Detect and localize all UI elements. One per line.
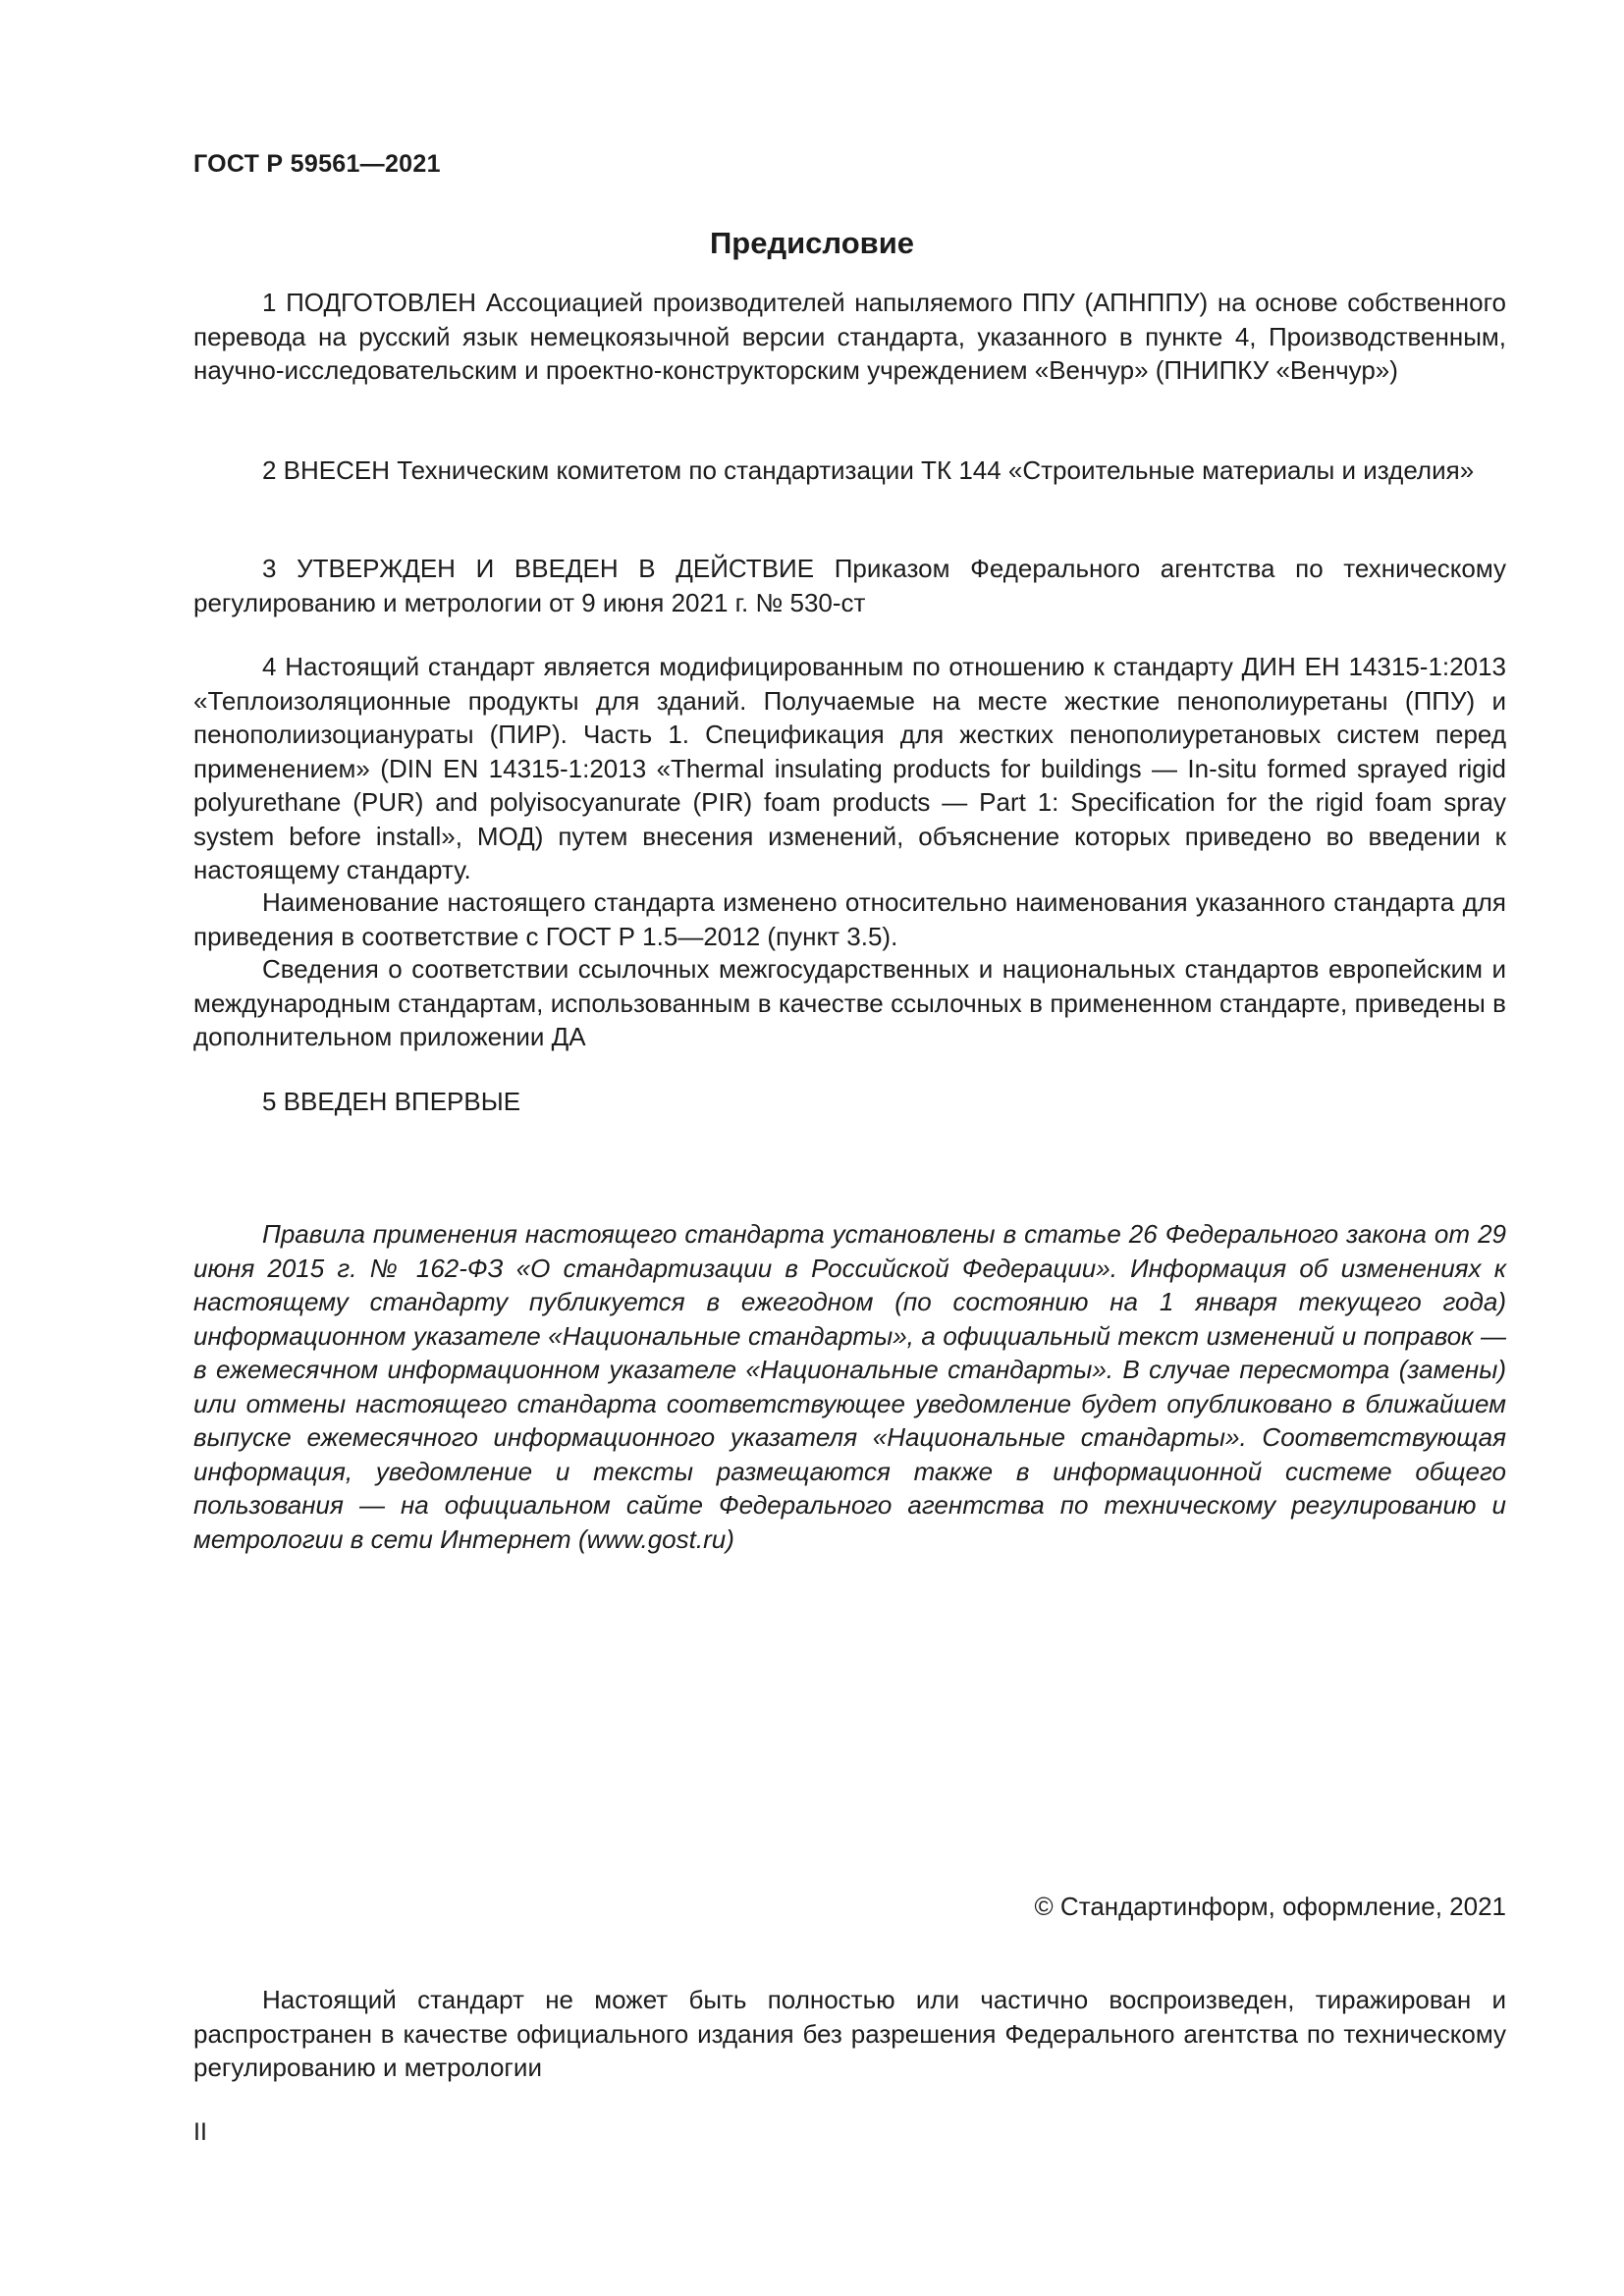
foreword-item-3: 3 УТВЕРЖДЕН И ВВЕДЕН В ДЕЙСТВИЕ Приказом Федерального агентства по техническому регулированию и метрологии от 9 июня 2021 г. № 530-ст bbox=[193, 554, 1506, 617]
copyright-line: © Стандартинформ, оформление, 2021 bbox=[1034, 1892, 1506, 1921]
foreword-item-4: 4 Настоящий стандарт является модифицированным по отношению к стандарту ДИН ЕН 14315-1:2013 «Теплоизоляционные продукты для зданий. Получаемые на месте жесткие пенополиуретаны (ППУ) и пенополиизоцианураты (ПИР). Часть 1. Спецификация для жестких пенополиуретановых систем перед применением» (DIN EN 14315-1:2013 «Thermal insulating products for buildings — In-situ formed sprayed rigid polyurethane (PUR) and polyisocyanurate (PIR) foam products — Part 1: Specification for the rigid foam spray system before install», МОД) путем внесения изменений, объяснение которых приведено во введении к настоящему стандарту. bbox=[193, 652, 1506, 884]
application-rules-notice: Правила применения настоящего стандарта установлены в статье 26 Федерального закона от 29 июня 2015 г. № 162-ФЗ «О стандартизации в Российской Федерации». Информация об изменениях к настоящему стандарту публикуется в ежегодном (по состоянию на 1 января текущего года) информационном указателе «Национальные стандарты», а официальный текст изменений и поправок — в ежемесячном информационном указателе «Национальные стандарты». В случае пересмотра (замены) или отмены настоящего стандарта соответствующее уведомление будет опубликовано в ближайшем выпуске ежемесячного информационного указателя «Национальные стандарты». Соответствующая информация, уведомление и тексты размещаются также в информационной системе общего пользования — на официальном сайте Федерального агентства по техническому регулированию и метрологии в сети Интернет (www.gost.ru) bbox=[193, 1219, 1506, 1554]
document-code-header: ГОСТ Р 59561—2021 bbox=[193, 150, 441, 178]
page-number: II bbox=[193, 2118, 207, 2146]
foreword-item-4-title-note: Наименование настоящего стандарта изменено относительно наименования указанного стандарта для приведения в соответствие с ГОСТ Р 1.5—2012 (пункт 3.5). bbox=[193, 887, 1506, 951]
foreword-item-2: 2 ВНЕСЕН Техническим комитетом по стандартизации ТК 144 «Строительные материалы и изделия» bbox=[262, 455, 1475, 485]
foreword-item-5: 5 ВВЕДЕН ВПЕРВЫЕ bbox=[262, 1087, 521, 1116]
foreword-item-4-references-note: Сведения о соответствии ссылочных межгосударственных и национальных стандартов европейским и международным стандартам, использованным в качестве ссылочных в примененном стандарте, приведены в дополнительном приложении ДА bbox=[193, 954, 1506, 1051]
foreword-item-1: 1 ПОДГОТОВЛЕН Ассоциацией производителей напыляемого ППУ (АПНППУ) на основе собственного перевода на русский язык немецкоязычной версии стандарта, указанного в пункте 4, Производственным, научно-исследовательским и проектно-конструкторским учреждением «Венчур» (ПНИПКУ «Венчур») bbox=[193, 288, 1506, 385]
reproduction-notice: Настоящий стандарт не может быть полностью или частично воспроизведен, тиражирован и распространен в качестве официального издания без разрешения Федерального агентства по техническому регулированию и метрологии bbox=[193, 1985, 1506, 2082]
page-title: Предисловие bbox=[709, 226, 914, 260]
